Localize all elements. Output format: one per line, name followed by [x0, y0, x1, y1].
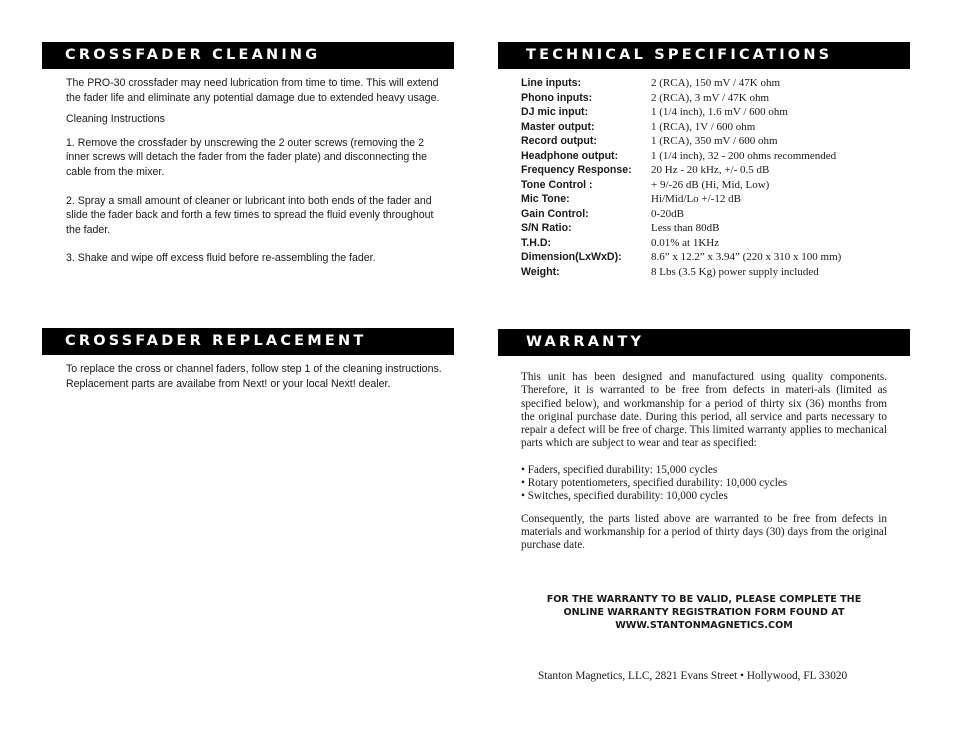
- crossfader-cleaning-heading: CROSSFADER CLEANING: [42, 42, 454, 69]
- notice-line: ONLINE WARRANTY REGISTRATION FORM FOUND AT: [563, 607, 845, 618]
- spec-value: 0.01% at 1KHz: [651, 236, 720, 249]
- cleaning-step-1: 1. Remove the crossfader by unscrewing the 2 outer screws (removing the 2 inner screws will detach the fader from the fader plate) and disconnecting the cable from the mixer.: [66, 136, 427, 178]
- spec-value: 1 (RCA), 350 mV / 600 ohm: [651, 135, 778, 147]
- spec-label: Dimension(LxWxD):: [521, 251, 622, 263]
- notice-line: FOR THE WARRANTY TO BE VALID, PLEASE COMPLETE THE: [546, 594, 862, 605]
- list-item: • Rotary potentiometers, specified durability: 10,000 cycles: [521, 477, 788, 490]
- spec-label: Weight:: [521, 265, 560, 278]
- cleaning-instructions-subheading: Cleaning Instructions: [66, 113, 165, 126]
- spec-row-line-inputs: [521, 76, 901, 91]
- spec-row-thd: [521, 236, 901, 251]
- cleaning-step-2: 2. Spray a small amount of cleaner or lubricant into both ends of the fader and slide the fader back and forth a few times to spread the fluid evenly throughout the fader.: [66, 194, 434, 236]
- replacement-text: To replace the cross or channel faders, follow step 1 of the cleaning instructions. Replacement parts are availabe from Next! or your local Next! dealer.: [66, 363, 442, 390]
- spec-value: Less than 80dB: [651, 222, 720, 234]
- warranty-registration-notice: [498, 593, 910, 632]
- spec-row-gain-control: [521, 207, 901, 222]
- warranty-section: [521, 371, 887, 553]
- spec-value: 1 (RCA), 1V / 600 ohm: [651, 120, 756, 133]
- spec-label: Phono inputs:: [521, 91, 593, 104]
- spec-value: 8 Lbs (3.5 Kg) power supply included: [651, 265, 819, 278]
- spec-row-record-output: [521, 134, 901, 149]
- spec-value: 0-20dB: [651, 207, 684, 220]
- spec-label: T.H.D:: [521, 236, 552, 249]
- technical-specifications-heading: TECHNICAL SPECIFICATIONS: [498, 42, 910, 69]
- warranty-consequently: Consequently, the parts listed above are warranted to be free from defects in materials and workmanship for a period of thirty days (30) days from the original purchase date.: [521, 512, 887, 552]
- spec-row-mic-tone: [521, 192, 901, 207]
- spec-label: Line inputs:: [521, 77, 582, 89]
- spec-row-frequency-response: [521, 163, 901, 178]
- spec-row-sn-ratio: [521, 221, 901, 236]
- spec-row-phono-inputs: [521, 91, 901, 106]
- spec-row-master-output: [521, 120, 901, 135]
- crossfader-replacement-heading: CROSSFADER REPLACEMENT: [42, 328, 454, 355]
- warranty-heading: WARRANTY: [498, 329, 910, 356]
- spec-row-weight: [521, 265, 901, 280]
- spec-value: 8.6” x 12.2” x 3.94” (220 x 310 x 100 mm): [651, 251, 842, 263]
- spec-label: Headphone output:: [521, 149, 619, 162]
- notice-url: WWW.STANTONMAGNETICS.COM: [615, 620, 793, 631]
- specifications-table: [521, 76, 901, 279]
- cleaning-intro: The PRO-30 crossfader may need lubrication from time to time. This will extend the fader life and eliminate any potential damage due to extended heavy usage.: [66, 77, 440, 104]
- spec-row-tone-control: [521, 178, 901, 193]
- spec-label: Frequency Response:: [521, 164, 632, 176]
- spec-value: 20 Hz - 20 kHz, +/- 0.5 dB: [651, 164, 770, 176]
- list-item: • Faders, specified durability: 15,000 cycles: [521, 463, 718, 476]
- warranty-durability-list: [521, 464, 887, 504]
- list-item: • Switches, specified durability: 10,000 cycles: [521, 490, 728, 503]
- company-address-footer: Stanton Magnetics, LLC, 2821 Evans Street • Hollywood, FL 33020: [538, 670, 848, 682]
- spec-value: 1 (1/4 inch), 32 - 200 ohms recommended: [651, 149, 837, 162]
- spec-value: + 9/-26 dB (Hi, Mid, Low): [651, 178, 770, 191]
- crossfader-cleaning-section: [66, 76, 446, 266]
- spec-label: Record output:: [521, 135, 597, 147]
- spec-row-dimension: [521, 250, 901, 265]
- warranty-intro: This unit has been designed and manufactured using quality components. Therefore, it is warranted to be free from defects in materi-als (limited as specified below), and workmanship for a period of thirty six (36) months from the original purchase date. During this period, all service and parts necessary to repair a defect will be free of charge. This limited warranty applies to mechanical parts which are subject to wear and tear as specified:: [521, 371, 887, 450]
- cleaning-step-3: 3. Shake and wipe off excess fluid before re-assembling the fader.: [66, 252, 376, 265]
- spec-value: Hi/Mid/Lo +/-12 dB: [651, 193, 741, 205]
- spec-label: Gain Control:: [521, 207, 589, 220]
- spec-label: S/N Ratio:: [521, 222, 572, 234]
- spec-label: Mic Tone:: [521, 193, 570, 205]
- spec-row-dj-mic-input: [521, 105, 901, 120]
- spec-label: Tone Control :: [521, 178, 593, 191]
- spec-value: 1 (1/4 inch), 1.6 mV / 600 ohm: [651, 106, 788, 118]
- spec-value: 2 (RCA), 3 mV / 47K ohm: [651, 91, 770, 104]
- spec-label: Master output:: [521, 120, 595, 133]
- crossfader-replacement-section: [66, 362, 446, 391]
- spec-value: 2 (RCA), 150 mV / 47K ohm: [651, 77, 781, 89]
- spec-label: DJ mic input:: [521, 106, 589, 118]
- spec-row-headphone-output: [521, 149, 901, 164]
